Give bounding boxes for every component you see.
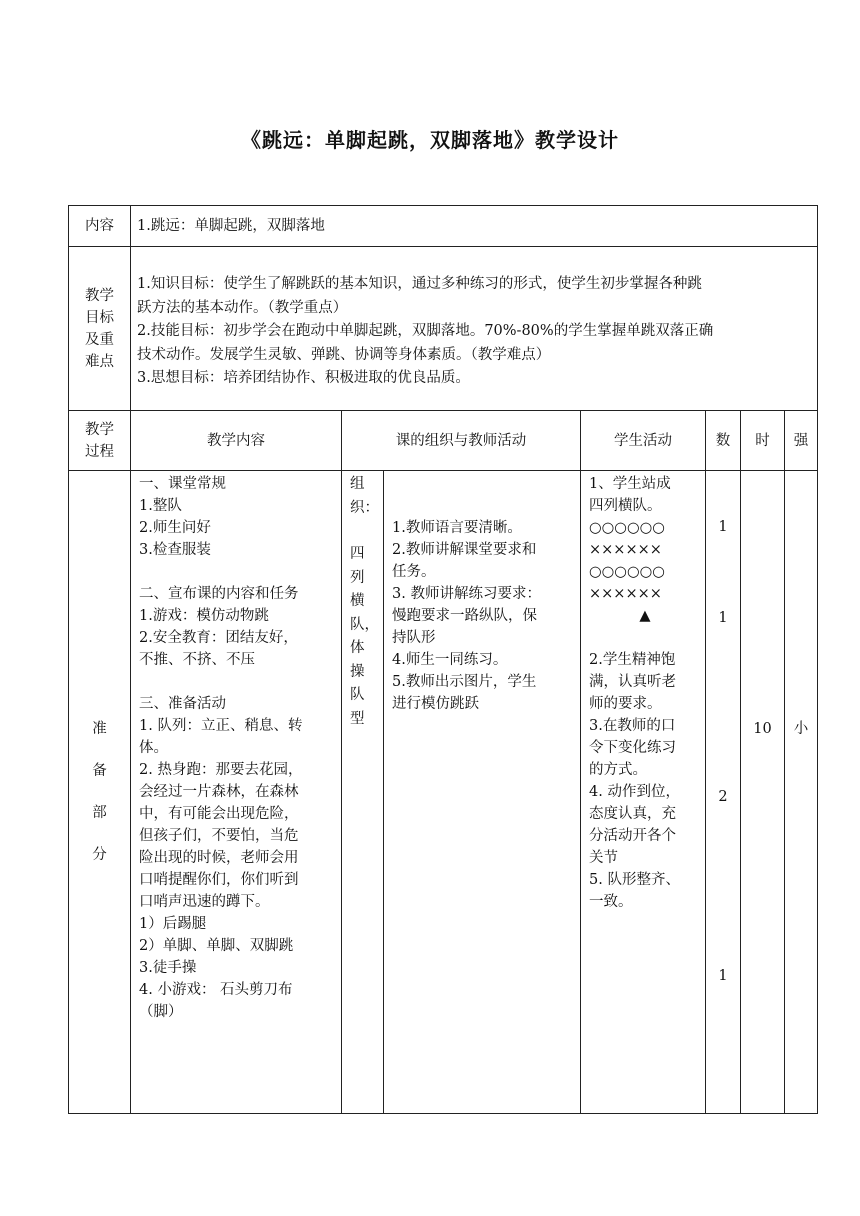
student-activity (581, 471, 706, 1114)
count-value: 1 (718, 610, 728, 626)
student-line: 的方式。 (589, 762, 647, 778)
teacher-line: 4.师生一同练习。 (392, 652, 508, 668)
intensity-header: 强 (785, 411, 818, 471)
process-header-line: 过程 (85, 443, 114, 460)
prep-row (69, 471, 818, 1114)
content-line: 2）单脚、单脚、双脚跳 (139, 938, 294, 954)
content-line: 2.安全教育：团结友好， (139, 630, 298, 646)
student-line: 3.在教师的口 (589, 718, 676, 734)
student-header: 学生活动 (581, 411, 706, 471)
org-line: 型 (350, 710, 365, 727)
spacer (139, 561, 333, 583)
goals-label-line: 难点 (85, 353, 114, 370)
goal-line: 技术动作。发展学生灵敏、弹跳、协调等身体素质。（教学难点） (137, 346, 551, 363)
formation-row: ○○○○○○ (589, 520, 665, 536)
content-line: 二、宣布课的内容和任务 (139, 586, 299, 602)
teacher-line: 5.教师出示图片，学生 (392, 674, 537, 690)
content-line: 口哨声迅速的蹲下。 (139, 894, 270, 910)
org-line: 组 (350, 476, 365, 492)
prep-label-char: 准 (92, 721, 107, 737)
count-value: 1 (718, 519, 728, 535)
header-row (69, 411, 818, 471)
goal-line: 3.思想目标：培养团结协作、积极进取的优良品质。 (137, 370, 470, 386)
count-value: 1 (718, 968, 728, 984)
org-line: 体 (350, 640, 365, 656)
process-header-line: 教学 (85, 421, 114, 438)
student-line: 5. 队形整齐、 (589, 872, 680, 888)
organization-form (342, 471, 384, 1114)
org-line: 操 (350, 663, 365, 680)
spacer (350, 520, 383, 543)
count-header: 数 (706, 411, 741, 471)
student-line: 师的要求。 (589, 696, 662, 712)
student-line: 4. 动作到位， (589, 784, 680, 800)
content-line: 2.师生问好 (139, 520, 211, 536)
prep-content (131, 471, 342, 1114)
spacer (589, 627, 701, 649)
student-line: 令下变化练习 (589, 740, 676, 756)
teacher-activity (384, 471, 581, 1114)
formation-row: ×××××× (589, 542, 662, 558)
content-line: 3.检查服装 (139, 542, 211, 558)
intensity-value: 小 (785, 471, 818, 1114)
goals-label-line: 及重 (85, 331, 114, 348)
student-line: 关节 (589, 850, 618, 866)
time-header: 时 (741, 411, 785, 471)
org-line: 横 (350, 593, 365, 609)
prep-label (69, 471, 131, 1114)
spacer (139, 671, 333, 693)
goals-label-line: 教学 (85, 287, 114, 304)
prep-label-char: 备 (92, 763, 107, 779)
org-line: 队， (350, 616, 379, 633)
content-line: 1.游戏：模仿动物跳 (139, 608, 269, 624)
prep-label-char: 部 (92, 805, 107, 821)
content-header: 教学内容 (131, 411, 342, 471)
count-column (706, 471, 741, 1114)
content-line: 3.徒手操 (139, 960, 197, 976)
student-line: 四列横队。 (589, 498, 662, 514)
content-line: 三、准备活动 (139, 696, 226, 712)
teacher-line: 2.教师讲解课堂要求和 (392, 542, 537, 558)
org-line: 织： (350, 499, 379, 516)
student-line: 态度认真，充 (589, 806, 676, 822)
organization-header: 课的组织与教师活动 (342, 411, 581, 471)
student-line: 分活动开各个 (589, 828, 676, 844)
content-line: 不推、不挤、不压 (139, 652, 255, 668)
goals-text (131, 247, 818, 411)
process-header (69, 411, 131, 471)
student-line: 满，认真听老 (589, 674, 676, 690)
content-line: 口哨提醒你们，你们听到 (139, 872, 299, 888)
document-title: 《跳远：单脚起跳，双脚落地》教学设计 (241, 128, 619, 152)
goals-label-line: 目标 (85, 309, 114, 326)
org-line: 列 (350, 569, 365, 586)
content-line: 体。 (139, 740, 168, 756)
content-value: 1.跳远：单脚起跳，双脚落地 (131, 206, 818, 247)
goal-line: 跃方法的基本动作。（教学重点） (137, 299, 348, 316)
content-line: 险出现的时候，老师会用 (139, 850, 299, 866)
content-line: 1.整队 (139, 498, 182, 514)
student-line: 2.学生精神饱 (589, 652, 676, 668)
content-line: 一、课堂常规 (139, 476, 226, 492)
content-row (69, 206, 818, 247)
teacher-line: 持队形 (392, 630, 436, 646)
content-line: 会经过一片森林，在森林 (139, 784, 299, 800)
teacher-line: 3. 教师讲解练习要求： (392, 586, 541, 602)
count-value: 2 (718, 789, 728, 805)
spacer (392, 495, 574, 517)
formation-row: ×××××× (589, 586, 662, 602)
goal-line: 1.知识目标：使学生了解跳跃的基本知识，通过多种练习的形式，使学生初步掌握各种跳 (137, 276, 702, 292)
content-line: 1. 队列：立正、稍息、转 (139, 718, 303, 734)
student-line: 1、学生站成 (589, 476, 671, 492)
content-line: 但孩子们，不要怕，当危 (139, 828, 299, 844)
content-label: 内容 (69, 206, 131, 247)
teacher-line: 任务。 (392, 564, 436, 580)
teacher-position-icon: ▲ (639, 608, 651, 624)
student-line: 一致。 (589, 894, 633, 910)
spacer (392, 473, 574, 495)
org-line: 队 (350, 687, 365, 703)
lesson-plan-table (68, 205, 818, 1114)
content-line: 4. 小游戏： 石头剪刀布 (139, 982, 293, 998)
content-line: 中，有可能会出现危险， (139, 806, 299, 822)
org-line: 四 (350, 546, 365, 562)
formation-row: ○○○○○○ (589, 564, 665, 580)
content-line: （脚） (139, 1004, 183, 1020)
content-line: 1）后踢腿 (139, 916, 207, 932)
teacher-line: 慢跑要求一路纵队，保 (392, 608, 537, 624)
teacher-line: 1.教师语言要清晰。 (392, 520, 522, 536)
goals-label (69, 247, 131, 411)
goals-row (69, 247, 818, 411)
content-line: 2. 热身跑：那要去花园， (139, 762, 303, 778)
teacher-line: 进行模仿跳跃 (392, 696, 479, 712)
time-value: 10 (741, 471, 785, 1114)
goal-line: 2.技能目标：初步学会在跑动中单脚起跳，双脚落地。70%-80%的学生掌握单跳双落正确 (137, 323, 714, 339)
prep-label-char: 分 (92, 847, 107, 863)
